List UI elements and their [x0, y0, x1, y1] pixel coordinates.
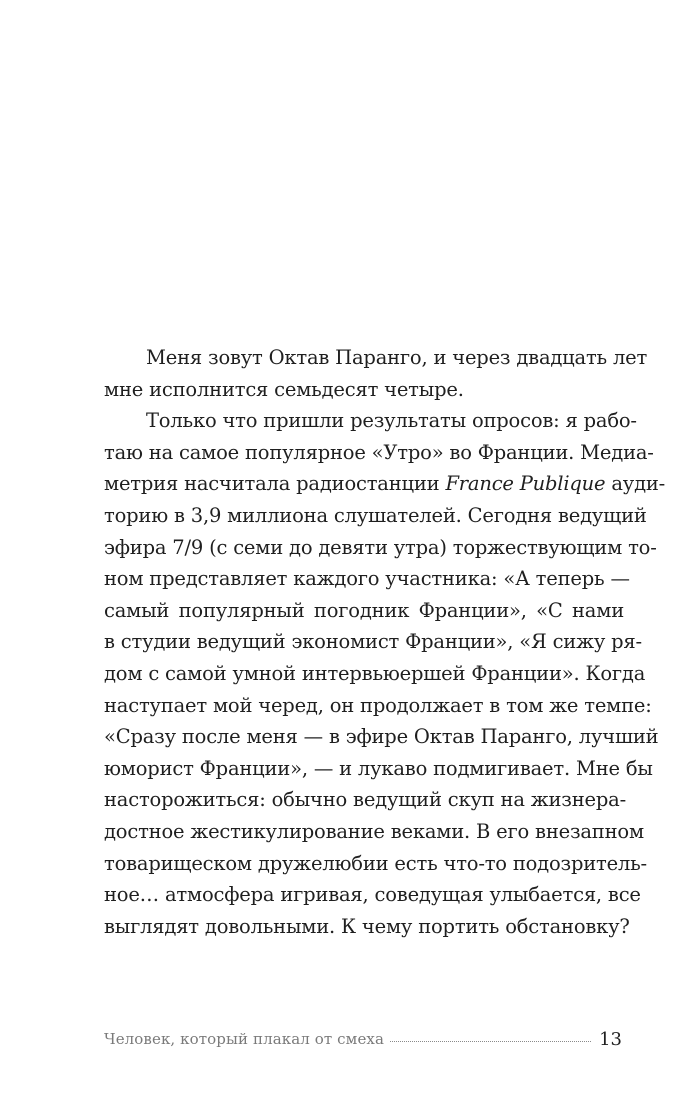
page-number: 13 [599, 1028, 622, 1050]
text-line: достное жестикулирование веками. В его внезапном [104, 819, 644, 843]
text-line: в студии ведущий экономист Франции», «Я сижу ря- [104, 630, 642, 654]
text-fragment: ауди- [611, 472, 666, 496]
text-line: самый популярный погодник Франции», «С нами [104, 598, 624, 622]
page-footer [104, 1026, 622, 1052]
text-line: выглядят довольными. К чему портить обстановку? [104, 914, 630, 938]
text-line: мне исполнится семьдесят четыре. [104, 377, 464, 401]
text-line: насторожиться: обычно ведущий скуп на жизнера- [104, 788, 626, 812]
text-line: Меня зовут Октав Паранго, и через двадцать лет [146, 346, 648, 369]
text-line-with-italic [104, 468, 666, 500]
text-line: Только что пришли результаты опросов: я рабо- [146, 409, 637, 433]
text-line: торию в 3,9 миллиона слушателей. Сегодня ведущий [104, 503, 647, 527]
text-line: эфира 7/9 (с семи до девяти утра) торжествующим то- [104, 535, 657, 559]
text-line: наступает мой черед, он продолжает в том же темпе: [104, 693, 652, 717]
text-line: ное… атмосфера игривая, соведущая улыбается, все [104, 883, 641, 907]
text-line: дом с самой умной интервьюершей Франции». Когда [104, 661, 646, 685]
running-title: Человек, который плакал от смеха [104, 1030, 385, 1048]
text-line: «Сразу после меня — в эфире Октав Паранго, лучший [104, 725, 659, 749]
dotted-leader-rule [390, 1041, 591, 1042]
text-fragment: метрия насчитала радиостанции [104, 472, 440, 496]
text-line: товарищеском дружелюбии есть что-то подозритель- [104, 851, 647, 875]
station-name-italic: France Publique [445, 472, 606, 496]
text-line: таю на самое популярное «Утро» во Франции. Медиа- [104, 440, 654, 464]
text-line: ном представляет каждого участника: «А теперь — [104, 567, 630, 591]
text-line: юморист Франции», — и лукаво подмигивает. Мне бы [104, 756, 653, 780]
body-text [104, 342, 666, 942]
